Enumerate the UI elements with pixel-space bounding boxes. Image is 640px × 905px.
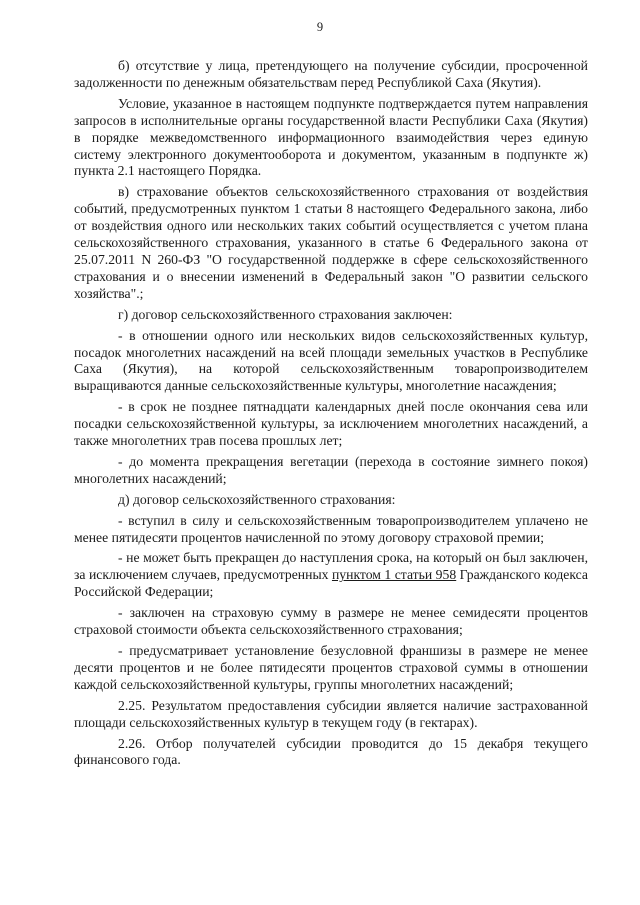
termination-text-after: Гражданского кодекса Российской Федерации; [74, 567, 588, 600]
paragraph-insurance-objects: в) страхование объектов сельскохозяйственного страхования от воздействия событий, предусмотренных пунктом 1 статьи 8 настоящего Федерального закона, либо от воздействия одного или нескольких таких событий осуществляется с учетом плана сельскохозяйственного страхования, указанного в статье 6 Федерального закона от 25.07.2011 N 260-ФЗ "О государственной поддержке в сфере сельскохозяйственного страхования и о внесении изменений в Федеральный закон "О развитии сельского хозяйства".; [74, 184, 588, 301]
paragraph-result-2-25: 2.25. Результатом предоставления субсидии является наличие застрахованной площади сельскохозяйственных культур в текущем году (в гектарах). [74, 697, 588, 730]
termination-text-before: - не может быть прекращен до наступления срока, на который он был заключен, за исключением случаев, предусмотренных [74, 550, 588, 583]
paragraph-contract-concluded: г) договор сельскохозяйственного страхования заключен: [118, 306, 453, 322]
civil-code-link[interactable]: пунктом 1 статьи 958 [331, 567, 457, 583]
paragraph-sowing-deadline: - в срок не позднее пятнадцати календарных дней после окончания сева или посадки сельскохозяйственной культуры, за исключением многолетних насаждений, а также многолетних трав посева прошлых лет; [74, 399, 588, 449]
paragraph-subsidy-debt: б) отсутствие у лица, претендующего на получение субсидии, просроченной задолженности по денежным обязательствам перед Республикой Саха (Якутия). [74, 58, 588, 90]
paragraph-franchise: - предусматривает установление безусловной франшизы в размере не менее десяти процентов и не более пятидесяти процентов страховой суммы в отношении каждой сельскохозяйственной культуры, группы многолетних насаждений; [74, 643, 588, 692]
paragraph-premium-paid: - вступил в силу и сельскохозяйственным товаропроизводителем уплачено не менее пятидесяти процентов начисленной по этому договору страховой премии; [74, 512, 588, 545]
paragraph-selection-2-26: 2.26. Отбор получателей субсидии проводится до 15 декабря текущего финансового года. [74, 735, 588, 768]
paragraph-crops-area: - в отношении одного или нескольких видов сельскохозяйственных культур, посадок многолетних насаждений на всей площади земельных участков в Республике Саха (Якутия), на которой сельскохозяйственным товаропроизводителем выращиваются данные сельскохозяйственные культуры, многолетние насаждения; [74, 327, 588, 394]
paragraph-vegetation: - до момента прекращения вегетации (перехода в состояние зимнего покоя) многолетних насаждений; [74, 453, 588, 486]
document-body [74, 58, 588, 773]
paragraph-contract-terms: д) договор сельскохозяйственного страхования: [118, 491, 396, 507]
paragraph-insured-sum: - заключен на страховую сумму в размере не менее семидесяти процентов страховой стоимости объекта сельскохозяйственного страхования; [74, 605, 588, 638]
paragraph-termination [74, 550, 588, 601]
page-number: 9 [316, 20, 324, 34]
paragraph-condition-confirmation: Условие, указанное в настоящем подпункте подтверждается путем направления запросов в исполнительные органы государственной власти Республики Саха (Якутия) в порядке межведомственного информационного взаимодействия через единую систему электронного документооборота и документом, указанным в подпункте ж) пункта 2.1 настоящего Порядка. [74, 95, 588, 179]
